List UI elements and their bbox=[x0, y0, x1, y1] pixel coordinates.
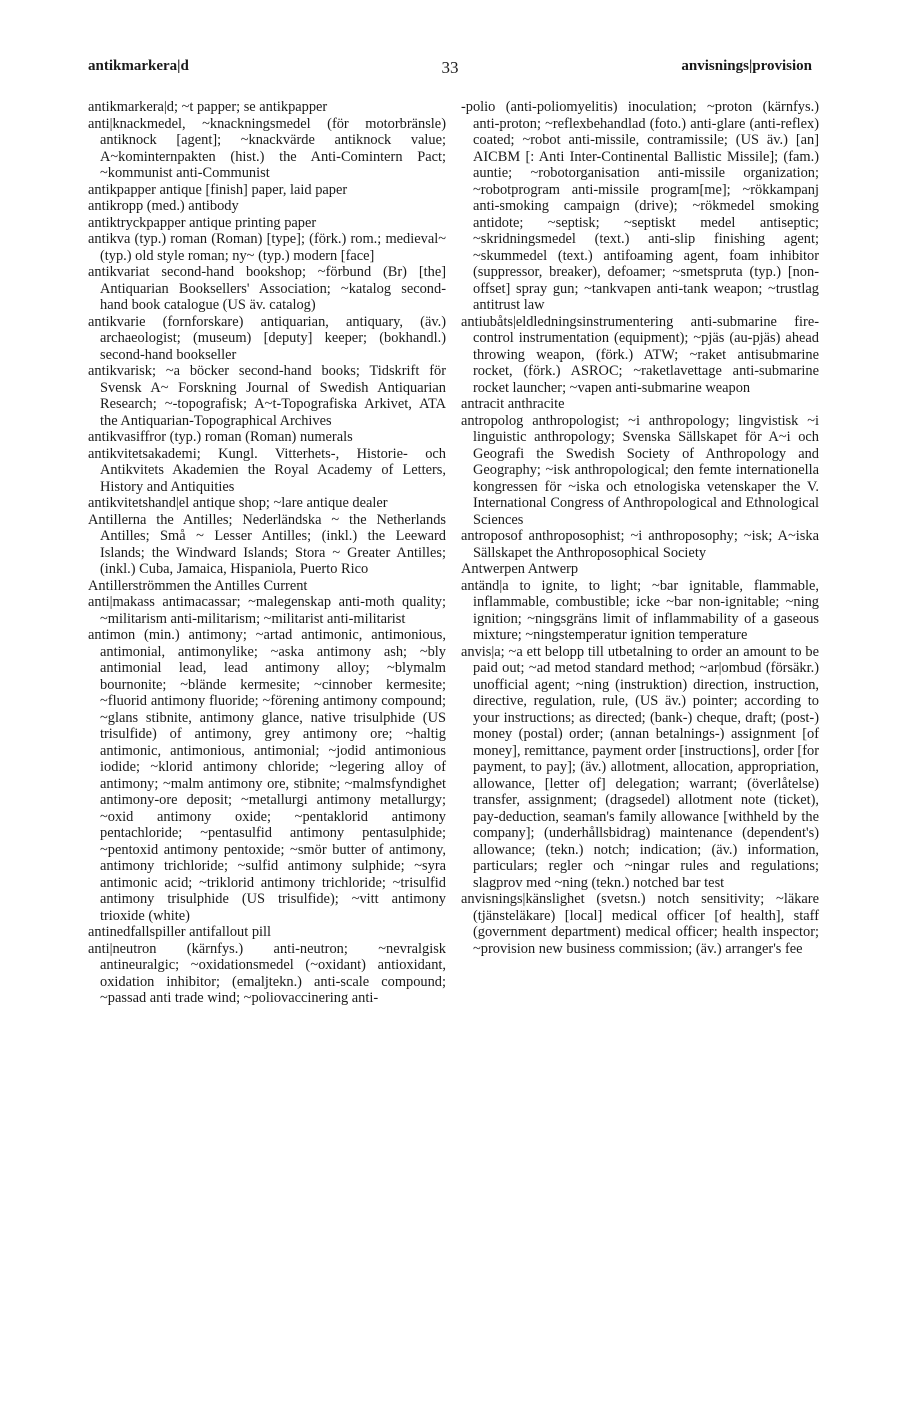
dictionary-entry: antikvasiffror (typ.) roman (Roman) numerals bbox=[88, 429, 353, 445]
right-column bbox=[461, 99, 819, 957]
dictionary-entry: Antillerna the Antilles; Nederländska ~ the Netherlands Antilles; Små ~ Lesser Antilles; (inkl.) the Leeward Islands; the Windward Islands; Stora ~ Greater Antilles; (inkl.) Cuba, Jamaica, Hispaniola, Puerto Rico bbox=[88, 511, 446, 577]
page-header bbox=[88, 58, 812, 84]
dictionary-entry: antikmarkera|d; ~t papper; se antikpapper bbox=[88, 99, 328, 115]
dictionary-entry: antikpapper antique [finish] paper, laid paper bbox=[88, 181, 348, 198]
dictionary-entry: antikvarie (fornforskare) antiquarian, antiquary, (äv.) archaeologist; (museum) [deputy] keeper; (bokhandl.) second-hand bookseller bbox=[88, 313, 446, 363]
dictionary-entry: antikvitetsakademi; Kungl. Vitterhets-, Historie- och Antikvitets Akademien the Royal Academy of Letters, History and Antiquities bbox=[88, 445, 446, 495]
dictionary-entry: antikva (typ.) roman (Roman) [type]; (förk.) rom.; medieval~ (typ.) old style roman; ny~ (typ.) modern [face] bbox=[88, 231, 446, 264]
dictionary-entry: antikvariat second-hand bookshop; ~förbund (Br) [the] Antiquarian Booksellers' Association; ~katalog second-hand book catalogue (US äv. catalog) bbox=[88, 264, 446, 313]
dictionary-entry: Antillerströmmen the Antilles Current bbox=[88, 577, 308, 594]
dictionary-entry: anti|neutron (kärnfys.) anti-neutron; ~nevralgisk antineuralgic; ~oxidationsmedel (~oxidant) antioxidant, oxidation inhibitor; (emaljtekn.) anti-scale compound; ~passad anti trade wind; ~poliovaccinering anti- bbox=[88, 940, 446, 1006]
dictionary-entry: antänd|a to ignite, to light; ~bar ignitable, flammable, inflammable, combustible; icke ~bar non-ignitable; ~ning ignition; ~ningsgräns limit of inflammability of a gaseous mixture; ~ningstemperatur ignition temperature bbox=[461, 577, 819, 643]
dictionary-entry: anvisnings|känslighet (svetsn.) notch sensitivity; ~läkare (tjänsteläkare) [local] medical officer [of health], staff (government department) medical officer; health inspector; ~provision new business commission; (äv.) arranger's fee bbox=[461, 891, 819, 957]
dictionary-entry: antropolog anthropologist; ~i anthropology; lingvistisk ~i linguistic anthropology; Svenska Sällskapet för A~i och Geografi the Swedish Society of Anthropology and Geography; ~isk anthropological; den femte internationella kongressen för ~iska och etnologiska vetenskaper the V. International Congress of Anthropological and Ethnological Sciences bbox=[461, 412, 819, 528]
dictionary-entry: antikropp (med.) antibody bbox=[88, 198, 239, 214]
dictionary-entry: antiubåts|eldledningsinstrumentering anti-submarine fire-control instrumentation (equipment); ~pjäs (au-pjäs) ahead throwing weapon, (förk.) ATW; ~raket antisubmarine rocket, (förk.) ASROC; ~raketlavettage anti-submarine rocket launcher; ~vapen anti-submarine weapon bbox=[461, 313, 819, 396]
page-number: 33 bbox=[441, 58, 459, 77]
dictionary-entry: antimon (min.) antimony; ~artad antimonic, antimonious, antimonial, antimonylike; ~aska antimony ash; ~bly antimonial lead, lead antimony alloy; ~blymalm bournonite; ~blände kermesite; ~cinnober kermesite; ~fluorid antimony fluoride; ~förening antimony compound; ~glans stibnite, antimony glance, native trisulphide (US trisulfide) of antimony, grey antimony ore; ~haltig antimonic, antimonious, antimonial; ~jodid antimonious iodide; ~klorid antimony chloride; ~legering alloy of antimony; ~malm antimony ore, stibnite; ~malmsfyndighet antimony-ore deposit; ~metallurgi antimony metallurgy; ~oxid antimony oxide; ~pentaklorid antimony pentachloride; ~pentasulfid antimony pentasulphide; ~pentoxid antimony pentoxide; ~smör butter of antimony, antimony trichloride; ~sulfid antimony sulphide; ~syra antimonic acid; ~triklorid antimony trichloride; ~trisulfid antimony trisulphide (US trisulfide); ~vitt antimony trioxide (white) bbox=[88, 627, 446, 924]
left-guide-word: antikmarkera|d bbox=[88, 58, 189, 74]
dictionary-entry: antikvarisk; ~a böcker second-hand books; Tidskrift för Svensk A~ Forskning Journal of Swedish Antiquarian Research; ~-topografisk; A~t-Topografiska Arkivet, ATA the Antiquarian-Topographical Archives bbox=[88, 363, 446, 429]
dictionary-entry: antikvitetshand|el antique shop; ~lare antique dealer bbox=[88, 495, 388, 511]
dictionary-entry: antinedfallspiller antifallout pill bbox=[88, 924, 272, 940]
dictionary-entry: antroposof anthroposophist; ~i anthroposophy; ~isk; A~iska Sällskapet the Anthroposophical Society bbox=[461, 528, 819, 561]
dictionary-entry: -polio (anti-poliomyelitis) inoculation; ~proton (kärnfys.) anti-proton; ~reflexbehandlad (foto.) anti-glare (anti-reflex) coated; ~robot anti-missile, contramissile; (US äv.) [an] AICBM [: Anti Inter-Continental Ballistic Missile]; (fam.) auntie; ~robotorganisation anti-missile organization; ~robotprogram anti-missile program[me]; ~rökkampanj anti-smoking campaign (drive); ~rökmedel smoking antidote; ~septisk; ~septiskt medel antiseptic; ~skridningsmedel (text.) anti-slip finishing agent; ~skummedel (text.) antifoaming agent, foam inhibitor (suppressor, breaker), defoamer; ~smetspruta (typ.) [non-offset] spray gun; ~tankvapen anti-tank weapon; ~trustlag antitrust law bbox=[461, 99, 819, 313]
dictionary-entry: anti|knackmedel, ~knackningsmedel (för motorbränsle) antiknock [agent]; ~knackvärde antiknock value; A~kominternpakten (hist.) the Anti-Comintern Pact; ~kommunist anti-Communist bbox=[88, 115, 446, 181]
dictionary-entry: antiktryckpapper antique printing paper bbox=[88, 214, 317, 231]
dictionary-entry: antracit anthracite bbox=[461, 396, 565, 412]
dictionary-entry: Antwerpen Antwerp bbox=[461, 561, 579, 577]
left-column bbox=[88, 99, 446, 1007]
dictionary-entry: anvis|a; ~a ett belopp till utbetalning to order an amount to be paid out; ~ad metod standard method; ~ar|ombud (försäkr.) unofficial agent; ~ning (instruktion) direction, instruction, directive, regulation, rule, (US äv.) pointer; according to your instructions; as directed; (bank-) cheque, draft; (post-) money (postal) order; (annan betalnings-) assignment [of money], remittance, payment order [instructions], order [for payment, to pay]; (äv.) allotment, allocation, appropriation, allowance, [letter of] delegation; warrant; (överlåtelse) transfer, assignment; (dragsedel) allotment note (ticket), pay-deduction, seaman's family allowance [withheld by the company]; (underhållsbidrag) maintenance (dependent's) allowance; (tekn.) notch; indication; (äv.) information, particulars; regler och ~ningar rules and regulations; slagprov med ~ning (tekn.) notched bar test bbox=[461, 643, 819, 891]
dictionary-entry: anti|makass antimacassar; ~malegenskap anti-moth quality; ~militarism anti-militarism; ~militarist anti-militarist bbox=[88, 594, 446, 627]
right-guide-word: anvisnings|provision bbox=[681, 58, 812, 74]
